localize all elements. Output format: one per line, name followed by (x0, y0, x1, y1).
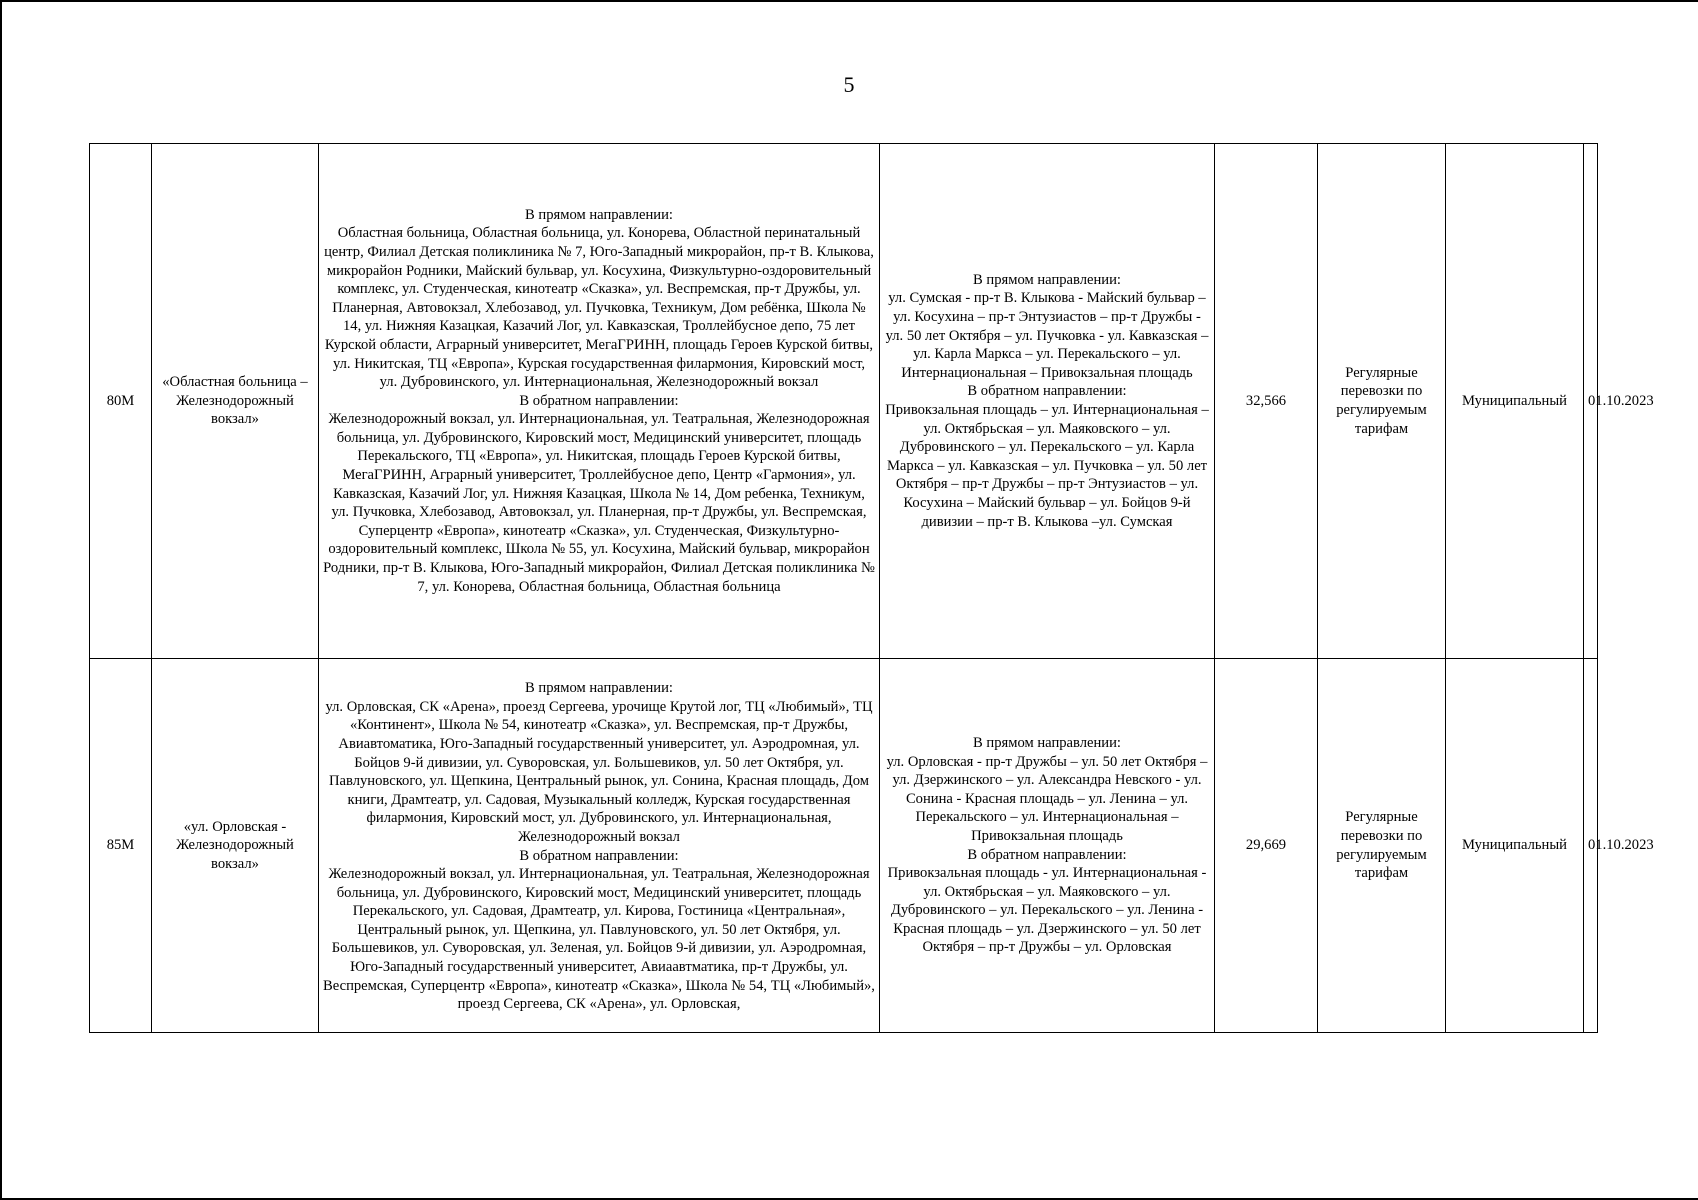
transport-type: Регулярные перевозки по регулируемым тарифам (1318, 144, 1446, 659)
stops-forward: ул. Орловская, СК «Арена», проезд Сергеева, урочище Крутой лог, ТЦ «Любимый», ТЦ «Континент», Школа № 54, кинотеатр «Сказка», ул. Веспремская, пр-т Дружбы, Авиавтоматика, Юго-Западный государственный университет, ул. Аэродромная, ул. Бойцов 9-й дивизии, ул. Суворовская, ул. Большевиков, ул. 50 лет Октября, ул. Павлуновского, ул. Щепкина, Центральный рынок, ул. Сонина, Красная площадь, Дом книги, Драмтеатр, ул. Садовая, Музыкальный колледж, Курская государственная филармония, Кировский мост, ул. Дубровинского, ул. Интернациональная, Железнодорожный вокзал (325, 698, 873, 845)
page-border-top (0, 0, 1698, 2)
carrier-type: Муниципальный (1446, 659, 1584, 1033)
route-length: 29,669 (1215, 659, 1318, 1033)
route-stops (319, 659, 880, 1033)
streets-backward-heading: В обратном направлении: (967, 846, 1127, 863)
streets-forward-heading: В прямом направлении: (973, 271, 1121, 288)
streets-forward: ул. Орловская - пр-т Дружбы – ул. 50 лет Октября – ул. Дзержинского – ул. Александра Невского - ул. Сонина - Красная площадь – ул. Ленина – ул. Перекальского – ул. Интернациональная – Привокзальная площадь (886, 753, 1208, 844)
stops-forward-heading: В прямом направлении: (525, 206, 673, 223)
streets-backward: Привокзальная площадь – ул. Интернациональная – ул. Октябрьская – ул. Маяковского – ул. Дубровинского – ул. Перекальского – ул. Карла Маркса – ул. Кавказская – ул. Пучковка – ул. 50 лет Октября – пр-т Дружбы – пр-т Энтузиастов – ул. Косухина – Майский бульвар – ул. Бойцов 9-й дивизии – пр-т В. Клыкова –ул. Сумская (885, 402, 1209, 530)
route-name: «ул. Орловская - Железнодорожный вокзал» (152, 659, 319, 1033)
page-border-left (0, 0, 2, 1200)
streets-forward-heading: В прямом направлении: (973, 734, 1121, 751)
stops-backward: Железнодорожный вокзал, ул. Интернациональная, ул. Театральная, Железнодорожная больница, ул. Дубровинского, Кировский мост, Медицинский университет, площадь Перекальского, ТЦ «Европа», ул. Никитская, площадь Героев Курской битвы, МегаГРИНН, Аграрный университет, Троллейбусное депо, Центр «Гармония», ул. Кавказская, Казачий Лог, ул. Нижняя Казацкая, Школа № 14, Дом ребенка, Техникум, ул. Пучковка, Хлебозавод, Автовокзал, ул. Планерная, пр-т Дружбы, ул. Веспремская, Суперцентр «Европа», кинотеатр «Сказка», ул. Студенческая, Физкультурно-оздоровительный комплекс, Школа № 55, ул. Косухина, Майский бульвар, микрорайон Родники, пр-т В. Клыкова, Юго-Западный микрорайон, Филиал Детская поликлиника № 7, ул. Конорева, Областная больница, Областная больница (323, 411, 875, 595)
stops-forward-heading: В прямом направлении: (525, 680, 673, 697)
streets-forward: ул. Сумская - пр-т В. Клыкова - Майский бульвар – ул. Косухина – пр-т Энтузиастов – пр-т Дружбы - ул. 50 лет Октября – ул. Пучковка - ул. Кавказская – ул. Карла Маркса – ул. Перекальского – ул. Интернациональная – Привокзальная площадь (885, 290, 1209, 381)
start-date: 01.10.2023 (1584, 659, 1598, 1033)
route-length: 32,566 (1215, 144, 1318, 659)
streets-backward: Привокзальная площадь - ул. Интернациональная - ул. Октябрьская – ул. Маяковского – ул. Дубровинского – ул. Перекальского – ул. Ленина - Красная площадь – ул. Дзержинского – ул. 50 лет Октября – пр-т Дружбы – ул. Орловская (887, 865, 1207, 956)
carrier-type: Муниципальный (1446, 144, 1584, 659)
route-number: 85М (90, 659, 152, 1033)
route-stops (319, 144, 880, 659)
streets-backward-heading: В обратном направлении: (967, 383, 1127, 400)
route-number: 80М (90, 144, 152, 659)
stops-backward-heading: В обратном направлении: (519, 847, 679, 864)
routes-table (89, 143, 1654, 1033)
stops-backward: Железнодорожный вокзал, ул. Интернациональная, ул. Театральная, Железнодорожная больница, ул. Дубровинского, Кировский мост, Медицинский университет, площадь Перекальского, ул. Садовая, Драмтеатр, ул. Кирова, Гостиница «Центральная», Центральный рынок, ул. Щепкина, ул. Павлуновского, ул. 50 лет Октября, ул. Большевиков, ул. Суворовская, ул. Зеленая, ул. Бойцов 9-й дивизии, ул. Аэродромная, Юго-Западный государственный университет, Авиаавтматика, пр-т Дружбы, ул. Веспремская, Суперцентр «Европа», кинотеатр «Сказка», Школа № 54, ТЦ «Любимый», проезд Сергеева, СК «Арена», ул. Орловская, (323, 866, 875, 1013)
stops-forward: Областная больница, Областная больница, ул. Конорева, Областной перинатальный центр, Филиал Детская поликлиника № 7, Юго-Западный микрорайон, пр-т В. Клыкова, микрорайон Родники, Майский бульвар, ул. Косухина, Физкультурно-оздоровительный комплекс, ул. Студенческая, кинотеатр «Сказка», ул. Веспремская, пр-т Дружбы, ул. Планерная, Автовокзал, Хлебозавод, ул. Пучковка, Техникум, Дом ребёнка, Школа № 14, ул. Нижняя Казацкая, Казачий Лог, ул. Кавказская, Троллейбусное депо, 75 лет Курской области, Аграрный университет, МегаГРИНН, площадь Героев Курской битвы, ул. Никитская, ТЦ «Европа», Курская государственная филармония, Кировский мост, ул. Дубровинского, ул. Интернациональная, Железнодорожный вокзал (324, 225, 874, 391)
start-date: 01.10.2023 (1584, 144, 1598, 659)
route-name: «Областная больница – Железнодорожный вокзал» (152, 144, 319, 659)
stops-backward-heading: В обратном направлении: (519, 392, 679, 409)
route-streets (880, 144, 1215, 659)
table-row (90, 659, 1598, 1033)
table-row (90, 144, 1598, 659)
transport-type: Регулярные перевозки по регулируемым тарифам (1318, 659, 1446, 1033)
route-streets (880, 659, 1215, 1033)
page-number: 5 (843, 72, 855, 97)
